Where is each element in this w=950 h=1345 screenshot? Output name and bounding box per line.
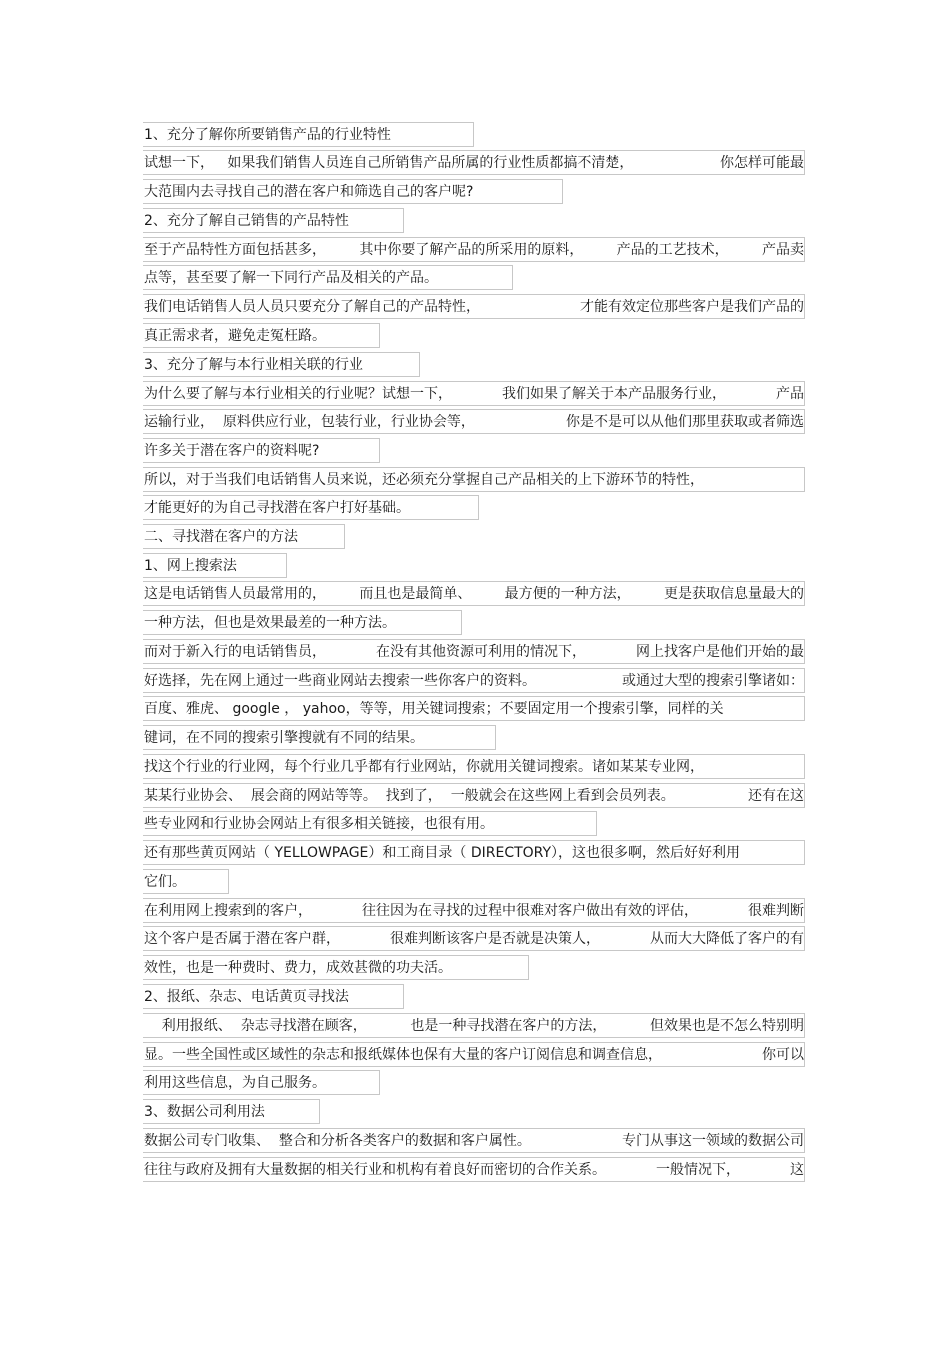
text-segment: 你怎样可能最 [720, 155, 804, 171]
text-segment: 许多关于潜在客户的资料呢? [144, 443, 320, 459]
text-segment: 点等，甚至要了解一下同行产品及相关的产品。 [144, 270, 438, 286]
text-segment: 数据公司专门收集、 整合和分析各类客户的数据和客户属性。 [144, 1133, 531, 1149]
text-segment: 这个客户是否属于潜在客户群， [144, 931, 340, 947]
text-line [143, 495, 479, 520]
text-line [143, 869, 229, 894]
text-segment: 专门从事这一领域的数据公司 [622, 1133, 804, 1149]
text-segment: 很难判断该客户是否就是决策人， [390, 931, 600, 947]
text-line [143, 122, 474, 147]
text-segment: 利用这些信息，为自己服务。 [144, 1075, 326, 1091]
text-line [143, 811, 597, 836]
text-segment: 它们。 [144, 874, 186, 890]
text-segment: 所以，对于当我们电话销售人员来说，还必须充分掌握自己产品相关的上下游环节的特性， [144, 472, 704, 488]
text-line [143, 639, 805, 664]
text-segment: 产品 [776, 386, 804, 402]
text-line [143, 1042, 805, 1067]
text-line [143, 668, 805, 693]
text-line [143, 323, 380, 348]
text-line [143, 725, 496, 750]
text-segment: 而且也是最简单、 [359, 586, 472, 602]
text-segment: 我们如果了解关于本产品服务行业， [502, 386, 726, 402]
text-line [143, 409, 805, 434]
text-segment: 试想一下， 如果我们销售人员连自己所销售产品所属的行业性质都搞不清楚， [144, 155, 634, 171]
text-line [143, 754, 805, 779]
text-segment: 往往因为在寻找的过程中很难对客户做出有效的评估， [362, 903, 698, 919]
text-segment: 一种方法，但也是效果最差的一种方法。 [144, 615, 396, 631]
text-segment: 产品的工艺技术， [616, 242, 729, 258]
text-segment: 在利用网上搜索到的客户， [144, 903, 312, 919]
text-segment: 往往与政府及拥有大量数据的相关行业和机构有着良好而密切的合作关系。 [144, 1162, 606, 1178]
text-segment: 这是电话销售人员最常用的， [144, 586, 326, 602]
text-line [143, 1128, 805, 1153]
text-segment: 百度、雅虎、 google ， yahoo，等等，用关键词搜索；不要固定用一个搜索引擎，同样的关 [144, 701, 724, 717]
text-line [143, 381, 805, 406]
text-segment: 我们电话销售人员人员只要充分了解自己的产品特性， [144, 299, 480, 315]
text-line [143, 179, 563, 204]
text-segment: 一般情况下， [656, 1162, 740, 1178]
text-segment: 才能有效定位那些客户是我们产品的 [580, 299, 804, 315]
text-segment: 2、充分了解自己销售的产品特性 [144, 213, 349, 229]
text-segment: 2、报纸、杂志、电话黄页寻找法 [144, 989, 349, 1005]
text-segment: 为什么要了解与本行业相关的行业呢？试想一下， [144, 386, 452, 402]
text-segment: 在没有其他资源可利用的情况下， [376, 644, 586, 660]
text-segment: 3、数据公司利用法 [144, 1104, 265, 1120]
text-segment: 些专业网和行业协会网站上有很多相关链接，也很有用。 [144, 816, 494, 832]
text-segment: 更是获取信息量最大的 [663, 586, 804, 602]
text-line [143, 696, 805, 721]
text-line [143, 581, 805, 606]
text-segment: 效性，也是一种费时、费力，成效甚微的功夫活。 [144, 960, 452, 976]
text-line [143, 984, 404, 1009]
text-line [143, 610, 462, 635]
text-segment: 从而大大降低了客户的有 [650, 931, 804, 947]
text-line [143, 467, 805, 492]
text-segment: 键词，在不同的搜索引擎搜就有不同的结果。 [144, 730, 424, 746]
text-segment: 某某行业协会、 展会商的网站等等。 找到了， 一般就会在这些网上看到会员列表。 [144, 788, 675, 804]
text-line [143, 150, 805, 175]
text-line [143, 955, 529, 980]
text-segment: 你可以 [762, 1047, 804, 1063]
text-line [143, 840, 805, 865]
text-line [143, 926, 805, 951]
text-segment: 或通过大型的搜索引擎诸如： [622, 673, 804, 689]
text-line [143, 898, 805, 923]
text-segment: 你是不是可以从他们那里获取或者筛选 [566, 414, 804, 430]
text-segment: 至于产品特性方面包括甚多， [144, 242, 326, 258]
text-line [143, 237, 805, 262]
text-segment: 真正需求者，避免走冤枉路。 [144, 328, 326, 344]
text-line [143, 1070, 380, 1095]
text-line [143, 524, 345, 549]
text-line [143, 265, 513, 290]
text-segment: 运输行业， 原料供应行业，包装行业，行业协会等， [144, 414, 475, 430]
text-segment: 很难判断 [748, 903, 804, 919]
text-segment: 网上找客户是他们开始的最 [636, 644, 804, 660]
text-segment: 1、充分了解你所要销售产品的行业特性 [144, 127, 391, 143]
text-segment: 而对于新入行的电话销售员， [144, 644, 326, 660]
text-line [143, 1013, 805, 1038]
text-segment: 利用报纸、 杂志寻找潜在顾客， [144, 1018, 367, 1034]
text-segment: 大范围内去寻找自己的潜在客户和筛选自己的客户呢? [144, 184, 474, 200]
text-line [143, 783, 805, 808]
text-segment: 二、寻找潜在客户的方法 [144, 529, 298, 545]
text-segment: 这 [790, 1162, 804, 1178]
text-segment: 产品卖 [761, 242, 804, 258]
text-segment: 还有在这 [748, 788, 804, 804]
text-line [143, 1157, 805, 1182]
text-line [143, 294, 805, 319]
text-segment: 找这个行业的行业网，每个行业几乎都有行业网站，你就用关键词搜索。诸如某某专业网， [144, 759, 704, 775]
text-line [143, 438, 380, 463]
text-segment: 最方便的一种方法， [504, 586, 631, 602]
text-segment: 但效果也是不怎么特别明 [649, 1018, 804, 1034]
text-segment: 还有那些黄页网站（ YELLOWPAGE）和工商目录（ DIRECTORY），这也很多啊，然后好好利用 [144, 845, 741, 861]
text-line [143, 1099, 320, 1124]
text-segment: 3、充分了解与本行业相关联的行业 [144, 357, 363, 373]
text-segment: 好选择，先在网上通过一些商业网站去搜索一些你客户的资料。 [144, 673, 536, 689]
text-line [143, 208, 404, 233]
text-segment: 其中你要了解产品的所采用的原料， [359, 242, 584, 258]
text-segment: 显。一些全国性或区域性的杂志和报纸媒体也保有大量的客户订阅信息和调查信息， [144, 1047, 662, 1063]
text-segment: 1、网上搜索法 [144, 558, 237, 574]
text-line [143, 352, 420, 377]
text-segment: 才能更好的为自己寻找潜在客户打好基础。 [144, 500, 410, 516]
text-line [143, 553, 287, 578]
text-segment: 也是一种寻找潜在客户的方法， [410, 1018, 607, 1034]
